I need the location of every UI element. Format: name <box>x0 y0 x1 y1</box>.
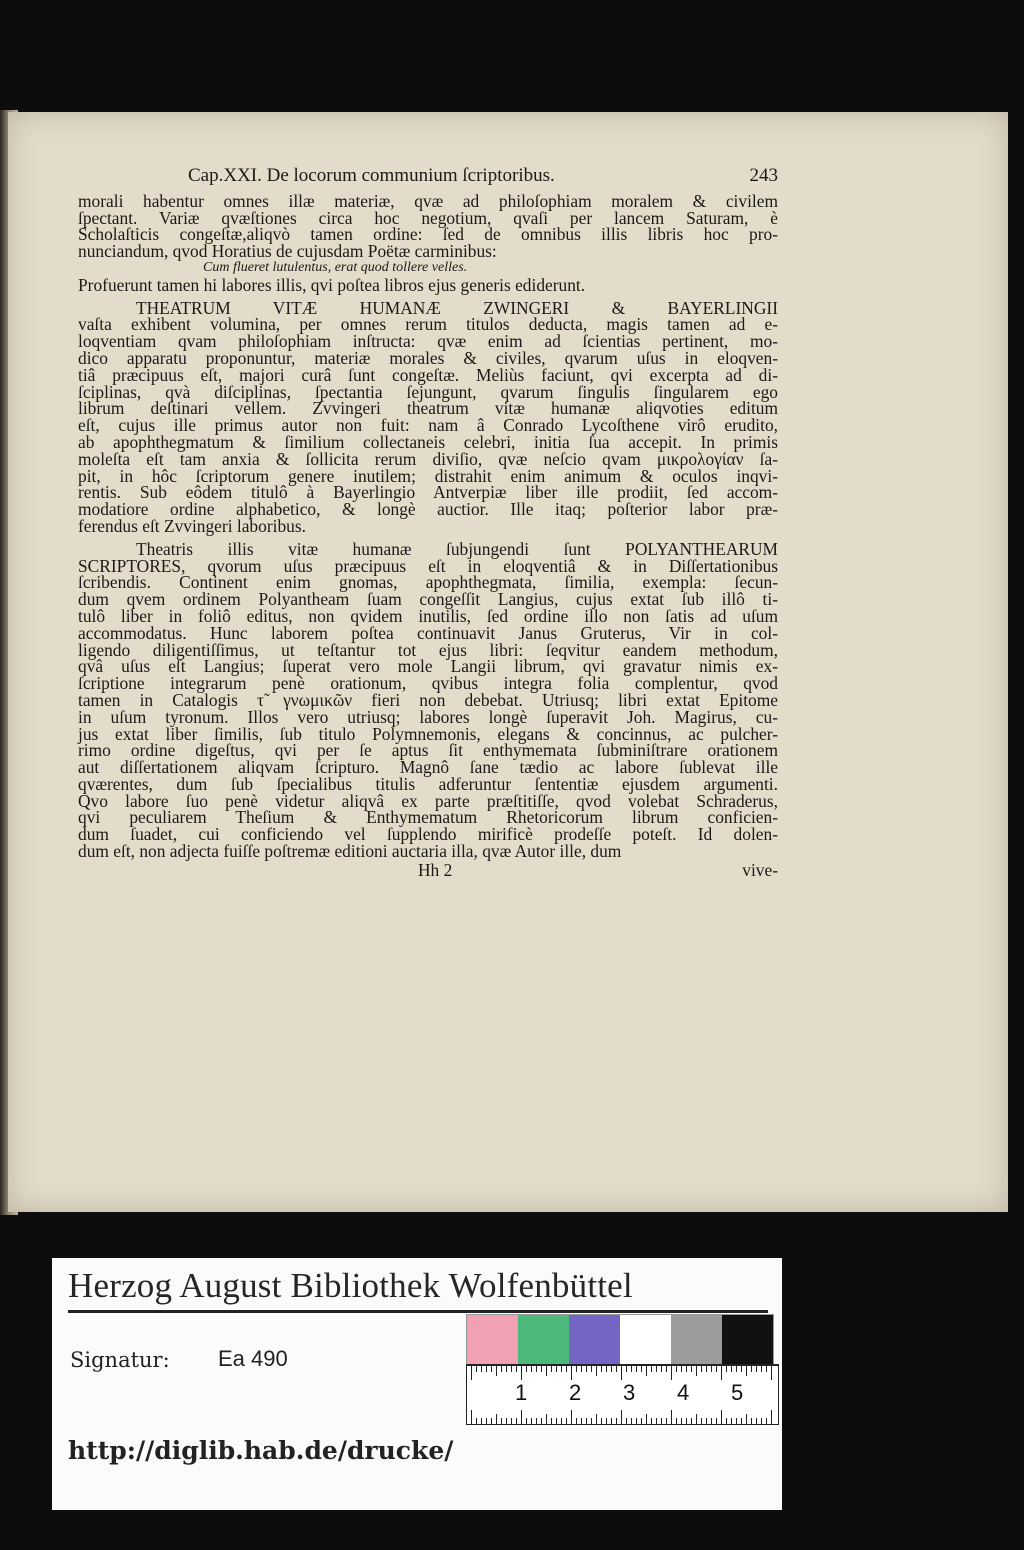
ruler-tick <box>506 1366 507 1372</box>
text-line: qvâ uſus eſt Langius; ſuperat vero mole Langii librum, qvi gravatur nimis ex- <box>78 656 778 677</box>
ruler-tick <box>651 1418 652 1424</box>
text-line: qvi peculiarem Theſium & Enthymematum Rhetoricorum librum conficien- <box>78 807 778 828</box>
ruler-tick <box>536 1418 537 1424</box>
ruler-tick <box>531 1366 532 1372</box>
running-header <box>188 165 778 186</box>
ruler-tick <box>481 1366 482 1372</box>
ruler-tick <box>736 1418 737 1424</box>
ruler-tick <box>721 1366 722 1380</box>
text-line: jus extat liber ſimilis, ſub titulo Polymnemonis, elegans & concinnus, ac pulcher- <box>78 723 778 744</box>
ruler-tick <box>766 1418 767 1424</box>
ruler-tick <box>746 1414 747 1424</box>
ruler-tick <box>521 1410 522 1424</box>
text-line: tiâ præcipuus eſt, majori curâ ſunt congeſtæ. Meliùs faciunt, qvi excerpta ad di- <box>78 364 778 385</box>
page-number: 243 <box>749 165 778 186</box>
text-line: pit, in hôc ſcriptorum genere inutilem; distrahit enim animum & oculos inqvi- <box>78 465 778 486</box>
paragraph-2 <box>78 297 778 536</box>
text-line: ſcribendis. Continent enim gnomas, apophthegmata, ſimilia, exempla: ſecun- <box>78 572 778 593</box>
ruler-tick <box>636 1366 637 1372</box>
signature-mark: Hh 2 <box>418 859 453 880</box>
text-line: ligendo diligentiſſimus, ut teſtantur tot ejus libri: ſeqvitur eandem methodum, <box>78 639 778 660</box>
ruler-tick <box>561 1418 562 1424</box>
ruler-tick <box>751 1366 752 1372</box>
text-line: loqventiam qvam philoſophiam inſtructa: qvæ enim ad ſcientias pertinent, mo- <box>78 331 778 352</box>
signatur-label: Signatur: <box>70 1348 170 1372</box>
text-line: nunciandum, qvod Horatius de cujusdam Poëtæ carminibus: <box>78 241 497 262</box>
ruler-number: 3 <box>623 1380 636 1405</box>
paragraph-3 <box>78 538 778 862</box>
ruler-tick <box>656 1366 657 1372</box>
ruler-tick <box>701 1418 702 1424</box>
header-title: Cap.XXI. De locorum communium ſcriptoribus. <box>188 165 555 186</box>
ruler-tick <box>476 1418 477 1424</box>
catchword: vive- <box>742 859 778 880</box>
ruler-tick <box>526 1366 527 1372</box>
ruler-tick <box>511 1366 512 1372</box>
text-line: dum ſuadet, cui conficiendo vel ſupplendo mirificè prodeſſe poteſt. Id dolen- <box>78 824 778 845</box>
ruler-tick <box>691 1418 692 1424</box>
ruler-tick <box>751 1418 752 1424</box>
ruler-tick <box>546 1366 547 1376</box>
ruler-tick <box>661 1418 662 1424</box>
ruler-tick <box>726 1418 727 1424</box>
ruler-tick <box>756 1366 757 1372</box>
ruler-tick <box>566 1418 567 1424</box>
paragraph-1 <box>78 190 778 262</box>
paragraph-1-end <box>78 274 778 295</box>
color-swatch <box>671 1315 722 1365</box>
ruler-tick <box>701 1366 702 1372</box>
text-line: dico apparatu proponuntur, materiæ morales & civiles, qvarum uſus in eloqven- <box>78 347 778 368</box>
text-line: moleſta eſt tam anxia & ſollicita rerum diviſio, qvæ neſcio qvam μικρολογίαν ſa- <box>78 448 778 469</box>
ruler-tick <box>636 1418 637 1424</box>
page-footer <box>78 859 778 880</box>
ruler-tick <box>591 1366 592 1372</box>
ruler-tick <box>756 1418 757 1424</box>
ruler-tick <box>711 1418 712 1424</box>
text-line: rentis. Sub eôdem titulô à Bayerlingio Antverpiæ liber ille prodiit, ſed accom- <box>78 482 778 503</box>
library-url: http://diglib.hab.de/drucke/ <box>68 1436 454 1465</box>
ruler-tick <box>686 1418 687 1424</box>
ruler-tick <box>566 1366 567 1372</box>
ruler-tick <box>491 1418 492 1424</box>
ruler-tick <box>621 1410 622 1424</box>
ruler-tick <box>696 1414 697 1424</box>
ruler-tick <box>486 1418 487 1424</box>
text-line: modatiore ordine alphabetico, & longè auctior. Ille itaq; poſterior labor præ- <box>78 499 778 520</box>
ruler-tick <box>511 1418 512 1424</box>
text-line: dum eſt, non adjecta fuiſſe poſtremæ editioni auctaria illa, qvæ Autor ille, dum <box>78 841 622 862</box>
text-line: tulô liber in foliô editus, non qvidem inutilis, ſed ordine illo non ſatis ad uſum <box>78 605 778 626</box>
ruler-tick <box>716 1418 717 1424</box>
text-line: aut diſſertationem aliqvam ſcripturo. Magnô ſane tædio ac labore ſublevat ille <box>78 757 778 778</box>
ruler-tick <box>761 1418 762 1424</box>
ruler-tick <box>681 1418 682 1424</box>
text-block <box>78 165 778 880</box>
text-line: qværentes, dum ſub ſpecialibus titulis adferuntur ſententiæ ejusdem argumenti. <box>78 773 778 794</box>
ruler-number: 4 <box>677 1380 690 1405</box>
ruler-tick <box>731 1418 732 1424</box>
ruler-tick <box>516 1418 517 1424</box>
text-line: Qvo labore ſuo penè videtur aliqvâ ex parte præſtitiſſe, qvod volebat Schraderus, <box>78 790 778 811</box>
ruler-number: 5 <box>731 1380 744 1405</box>
ruler-tick <box>501 1366 502 1372</box>
ruler-tick <box>646 1414 647 1424</box>
ruler-tick <box>606 1418 607 1424</box>
ruler-tick <box>696 1366 697 1376</box>
ruler-tick <box>711 1366 712 1372</box>
ruler-tick <box>536 1366 537 1372</box>
ruler-tick <box>521 1366 522 1380</box>
ruler-tick <box>546 1414 547 1424</box>
ruler-tick <box>641 1366 642 1372</box>
ruler-tick <box>481 1418 482 1424</box>
ruler-tick <box>541 1366 542 1372</box>
ruler-tick <box>581 1418 582 1424</box>
ruler-tick <box>626 1418 627 1424</box>
ruler-tick <box>526 1418 527 1424</box>
ruler-tick <box>496 1414 497 1424</box>
ruler-tick <box>706 1418 707 1424</box>
signatur-value: Ea 490 <box>218 1346 288 1371</box>
ruler-tick <box>491 1366 492 1372</box>
ruler-tick <box>531 1418 532 1424</box>
ruler-tick <box>551 1366 552 1372</box>
ruler-tick <box>631 1418 632 1424</box>
ruler-tick <box>676 1366 677 1372</box>
ruler-tick <box>771 1366 772 1380</box>
text-line: Profuerunt tamen hi labores illis, qvi poſtea libros ejus generis ediderunt. <box>78 274 586 295</box>
text-line: Theatris illis vitæ humanæ ſubjungendi ſunt POLYANTHEARUM <box>136 538 778 559</box>
ruler-tick <box>661 1366 662 1372</box>
ruler-tick <box>561 1366 562 1372</box>
ruler-tick <box>736 1366 737 1372</box>
text-line: ſciplinas, qvà diſciplinas, ſpectantia ſejungunt, qvarum ſingulis ſingularem ego <box>78 381 778 402</box>
scale-ruler <box>466 1364 779 1425</box>
ruler-tick <box>646 1366 647 1376</box>
text-line: librum deſtinari vellem. Zvvingeri theatrum vitæ humanæ aliqvoties editum <box>78 398 778 419</box>
text-line: eſt, cujus ille primus autor non fuit: nam â Conrado Lycoſthene virô erudito, <box>78 415 778 436</box>
ruler-tick <box>581 1366 582 1372</box>
text-line: rimo ordine digeſtus, qvi per ſe aptus ſit enthymemata ſubminiſtrare orationem <box>78 740 778 761</box>
ruler-tick <box>616 1418 617 1424</box>
ruler-tick <box>706 1366 707 1372</box>
ruler-tick <box>721 1410 722 1424</box>
ruler-tick <box>601 1366 602 1372</box>
ruler-tick <box>471 1366 472 1380</box>
ruler-tick <box>516 1366 517 1372</box>
ruler-tick <box>596 1366 597 1376</box>
text-line: ſcriptione integrarum penè orationum, qvibus integra folia complentur, qvod <box>78 673 778 694</box>
ruler-tick <box>716 1366 717 1372</box>
color-swatch <box>467 1315 518 1365</box>
ruler-tick <box>486 1366 487 1372</box>
color-swatch <box>518 1315 569 1365</box>
title-underline <box>68 1310 768 1313</box>
citation: Cum flueret lutulentus, erat quod tollere velles. <box>203 259 468 275</box>
ruler-tick <box>471 1410 472 1424</box>
ruler-tick <box>666 1366 667 1372</box>
text-line: ſpectant. Variæ qvæſtiones circa hoc negotium, qvaſi per lancem Saturam, è <box>78 207 778 228</box>
ruler-tick <box>761 1366 762 1372</box>
ruler-tick <box>666 1418 667 1424</box>
ruler-tick <box>771 1410 772 1424</box>
ruler-tick <box>651 1366 652 1372</box>
color-swatch <box>722 1315 773 1365</box>
ruler-tick <box>606 1366 607 1372</box>
ruler-tick <box>626 1366 627 1372</box>
ruler-tick <box>476 1366 477 1372</box>
text-line: ferendus eſt Zvvingeri laboribus. <box>78 515 306 536</box>
ruler-tick <box>616 1366 617 1372</box>
ruler-tick <box>671 1410 672 1424</box>
color-swatch <box>569 1315 620 1365</box>
ruler-tick <box>586 1366 587 1372</box>
library-banner <box>52 1258 782 1510</box>
ruler-tick <box>671 1366 672 1380</box>
text-line: accommodatus. Hunc laborem poſtea continuavit Janus Gruterus, Vir in col- <box>78 622 778 643</box>
text-line: Scholaſticis congeſtæ,aliqvò tamen ordine: ſed de omnibus illis libris hoc pro- <box>78 224 778 245</box>
ruler-tick <box>741 1366 742 1372</box>
text-line: morali habentur omnes illæ materiæ, qvæ ad philoſophiam moralem & civilem <box>78 190 778 211</box>
ruler-tick <box>556 1418 557 1424</box>
ruler-tick <box>766 1366 767 1372</box>
ruler-tick <box>571 1410 572 1424</box>
color-swatch <box>620 1315 671 1365</box>
ruler-number: 2 <box>569 1380 582 1405</box>
ruler-tick <box>656 1418 657 1424</box>
ruler-tick <box>726 1366 727 1372</box>
ruler-tick <box>611 1366 612 1372</box>
ruler-number: 1 <box>515 1380 528 1405</box>
ruler-tick <box>641 1418 642 1424</box>
book-page <box>8 112 1008 1212</box>
text-line: vaſta exhibent volumina, per omnes rerum titulos deducta, magis tamen ad e- <box>78 314 778 335</box>
ruler-tick <box>556 1366 557 1372</box>
ruler-tick <box>746 1366 747 1376</box>
ruler-tick <box>591 1418 592 1424</box>
ruler-tick <box>691 1366 692 1372</box>
ruler-tick <box>676 1418 677 1424</box>
ruler-tick <box>501 1418 502 1424</box>
ruler-tick <box>681 1366 682 1372</box>
ruler-tick <box>731 1366 732 1372</box>
library-title: Herzog August Bibliothek Wolfenbüttel <box>68 1266 633 1305</box>
ruler-tick <box>576 1418 577 1424</box>
ruler-tick <box>741 1418 742 1424</box>
ruler-tick <box>496 1366 497 1376</box>
text-line: SCRIPTORES, qvorum uſus præcipuus eſt in eloqventiâ & in Diſſertationibus <box>78 555 778 576</box>
ruler-tick <box>621 1366 622 1380</box>
text-line: tamen in Catalogis τ̃ γνωμικῶν fieri non debebat. Utriusq; libri extat Epitome <box>78 689 778 710</box>
text-line: in uſum tyronum. Illos vero utriusq; labores longè ſuperavit Joh. Magirus, cu- <box>78 706 778 727</box>
ruler-tick <box>631 1366 632 1372</box>
color-calibration-strip <box>466 1314 774 1366</box>
ruler-tick <box>551 1418 552 1424</box>
ruler-tick <box>686 1366 687 1372</box>
ruler-tick <box>601 1418 602 1424</box>
ruler-tick <box>586 1418 587 1424</box>
text-line: ab apophthegmatum & ſimilium collectaneis celebri, initia ſua accepit. In primis <box>78 431 778 452</box>
text-line: dum qvem ordinem Polyantheam ſuam congeſſit Langius, cujus extat ſub illô ti- <box>78 589 778 610</box>
ruler-tick <box>576 1366 577 1372</box>
ruler-tick <box>506 1418 507 1424</box>
ruler-tick <box>611 1418 612 1424</box>
ruler-tick <box>571 1366 572 1380</box>
ruler-tick <box>541 1418 542 1424</box>
text-line: THEATRUM VITÆ HUMANÆ ZWINGERI & BAYERLINGII <box>136 297 778 318</box>
ruler-tick <box>596 1414 597 1424</box>
